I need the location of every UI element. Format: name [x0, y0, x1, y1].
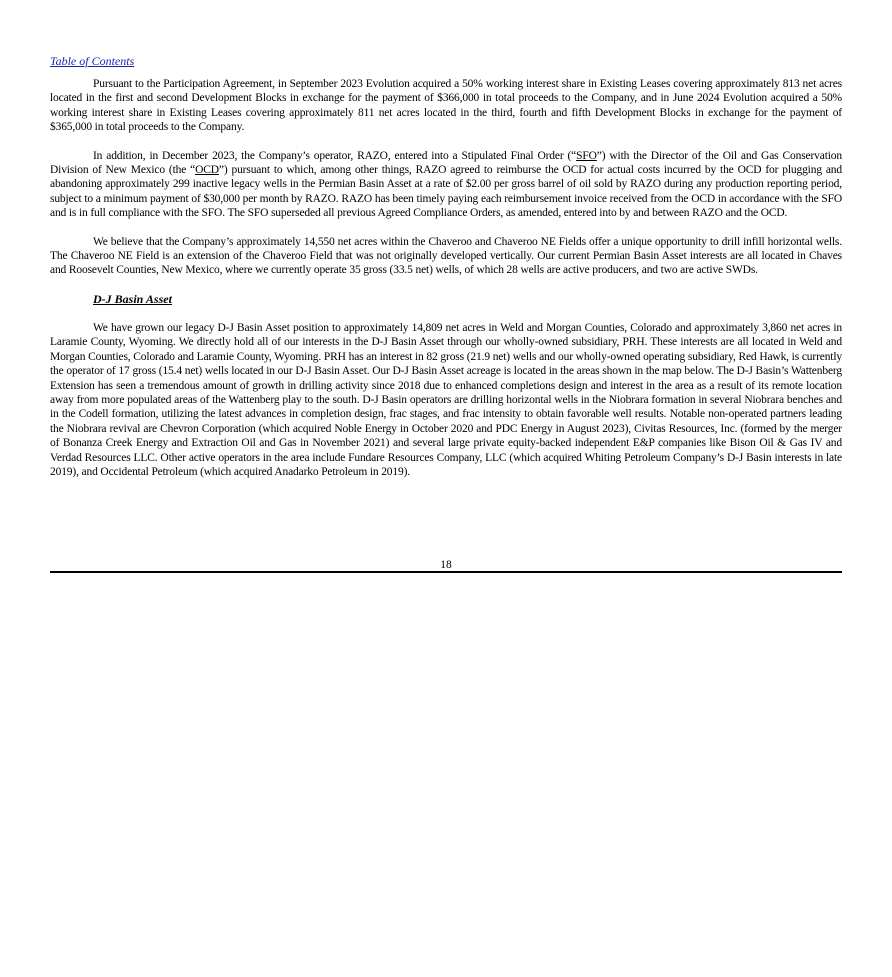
footer-divider: [50, 571, 842, 573]
ocd-link[interactable]: OCD: [195, 164, 219, 177]
paragraph-participation-agreement: Pursuant to the Participation Agreement, in September 2023 Evolution acquired a 50% working interest share in Existing Leases covering approximately 813 net acres located in the first and second Development Blocks in exchange for the payment of $366,000 in total proceeds to the Company, and in June 2024 Evolution acquired a 50% working interest share in Existing Leases covering approximately 811 net acres located in the third, fourth and fifth Development Blocks in exchange for the payment of $365,000 in total proceeds to the Company.: [50, 78, 842, 134]
sfo-text-part-1: In addition, in December 2023, the Company’s operator, RAZO, entered into a Stipulated Final Order (“: [93, 149, 577, 162]
paragraph-chaveroo-fields: We believe that the Company’s approximately 14,550 net acres within the Chaveroo and Chaveroo NE Fields offer a unique opportunity to drill infill horizontal wells. The Chaveroo NE Field is an extension of the Chaveroo Field that was not originally developed vertically. Our current Permian Basin Asset interests are all located in Chaves and Roosevelt Counties, New Mexico, where we currently operate 35 gross (33.5 net) wells, of which 28 wells are active producers, and two are active SWDs.: [50, 235, 842, 277]
page-number: 18: [440, 559, 452, 571]
paragraph-dj-basin-asset: We have grown our legacy D-J Basin Asset position to approximately 14,809 net acres in Weld and Morgan Counties, Colorado and approximately 3,860 net acres in Laramie County, Wyoming. We directly hold all of our interests in the D-J Basin Asset through our wholly-owned subsidiary, PRH. These interests are all located in Weld and Morgan Counties, Colorado and Laramie County, Wyoming. PRH has an interest in 82 gross (21.9 net) wells and our wholly-owned operating subsidiary, Red Hawk, is currently the operator of 17 gross (15.4 net) wells located in our D-J Basin Asset. Our D-J Basin Asset acreage is located in the areas shown in the map below. The D-J Basin’s Wattenberg Extension has seen a tremendous amount of growth in drilling activity since 2018 due to enhanced completions design and interest in the area as a result of its remote location away from more populated areas of the Wattenberg play to the south. D-J Basin operators are drilling horizontal wells in the Niobrara formation in several Niobrara benches and in the Codell formation, utilizing the latest advances in completion design, frac stages, and frac intensity to obtain favorable well results. Notable non-operated partners leading the Niobrara revival are Chevron Corporation (which acquired Noble Energy in October 2020 and PDC Energy in August 2023), Civitas Resources, Inc. (formed by the merger of Bonanza Creek Energy and Extraction Oil and Gas in November 2021) and several large private equity-backed independent E&P companies like Bison Oil & Gas IV and Verdad Resources LLC. Other active operators in the area include Fundare Resources Company, LLC (which acquired Whiting Petroleum Company’s D-J Basin interests in late 2019), and Occidental Petroleum (which acquired Anadarko Petroleum in 2019).: [50, 321, 842, 478]
sfo-text-part-2: ”) with the Director of the Oil and Gas Conservation Division of New Mexico (the “: [50, 149, 842, 177]
paragraph-stipulated-final-order: [50, 149, 842, 221]
table-of-contents-link[interactable]: Table of Contents: [50, 54, 135, 68]
sfo-text-part-3: ”) pursuant to which, among other things, RAZO agreed to reimburse the OCD for actual costs incurred by the OCD for plugging and abandoning approximately 299 inactive legacy wells in the Permian Basin Asset at a rate of $2.00 per gross barrel of oil sold by RAZO during any production reporting period, subject to a minimum payment of $30,000 per month by RAZO. RAZO has been timely paying each reimbursement invoice received from the OCD in accordance with the SFO and is in full compliance with the SFO. The SFO superseded all previous Agreed Compliance Orders, as amended, entered into by and between RAZO and the OCD.: [50, 164, 842, 220]
section-heading-dj-basin: D-J Basin Asset: [93, 291, 172, 306]
document-page: [50, 52, 842, 571]
sfo-link[interactable]: SFO: [576, 149, 597, 162]
